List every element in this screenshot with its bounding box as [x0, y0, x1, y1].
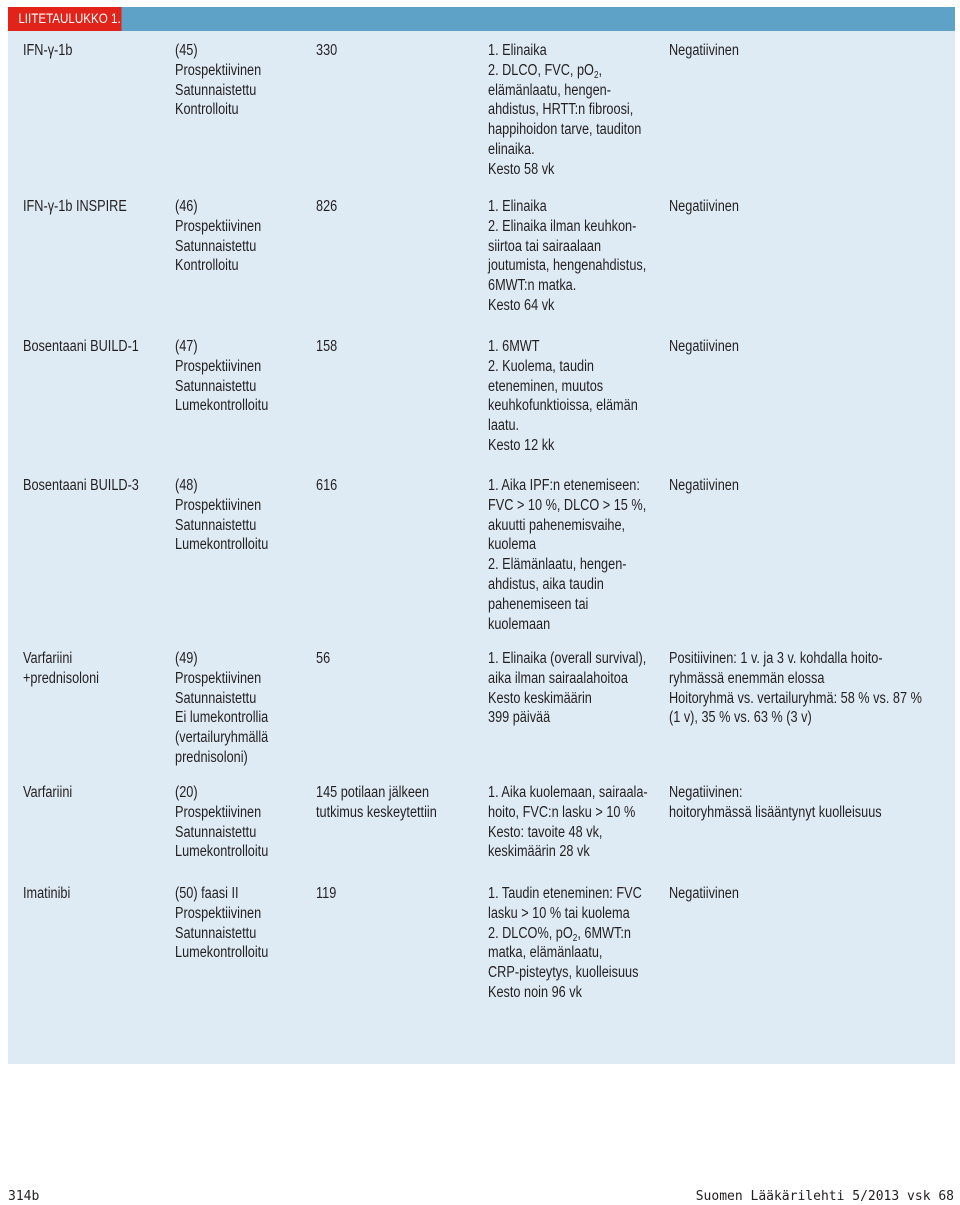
result-cell: Negatiivinen: [669, 42, 739, 59]
patient-count-cell: 56: [316, 650, 331, 667]
table-panel: [8, 31, 955, 1064]
endpoints-cell: 1. Aika kuolemaan, sairaala- hoito, FVC:n lasku > 10 % Kesto: tavoite 48 vk, keskimäärin 28 vk: [488, 784, 648, 861]
patient-count-cell: 616: [316, 477, 338, 494]
treatment-cell: Bosentaani BUILD-1: [23, 338, 139, 355]
patient-count-cell: 119: [316, 885, 337, 902]
endpoints-cell: 1. Elinaika 2. DLCO, FVC, $pO_2$, elämänlaatu, hengen- ahdistus, HRTT:n fibroosi, happihoidon tarve, tauditon elinaika. Kesto 58 vk: [488, 42, 642, 178]
study-design-cell: (46) Prospektiivinen Satunnaistettu Kontrolloitu: [175, 198, 262, 275]
treatment-cell: IFN-γ-1b: [23, 42, 73, 59]
result-cell: Positiivinen: 1 v. ja 3 v. kohdalla hoito- ryhmässä enemmän elossa Hoitoryhmä vs. vertailuryhmä: 58 % vs. 87 % (1 v), 35 % vs. 63 % (3 v): [669, 650, 922, 727]
table-title-tab: LIITETAULUKKO 1.: [8, 7, 122, 31]
treatment-cell: Varfariini: [23, 784, 73, 801]
patient-count-cell: 826: [316, 198, 338, 215]
patient-count-cell: 145 potilaan jälkeen tutkimus keskeytettiin: [316, 784, 437, 821]
endpoints-cell: 1. Elinaika (overall survival), aika ilman sairaalahoitoa Kesto keskimäärin 399 päivää: [488, 650, 647, 727]
endpoints-cell: 1. Elinaika 2. Elinaika ilman keuhkon- siirtoa tai sairaalaan joutumista, hengenahdistus, 6MWT:n matka. Kesto 64 vk: [488, 198, 647, 314]
header-rule: [8, 7, 955, 31]
patient-count-cell: 330: [316, 42, 338, 59]
study-design-cell: (48) Prospektiivinen Satunnaistettu Lumekontrolloitu: [175, 477, 269, 554]
study-design-cell: (47) Prospektiivinen Satunnaistettu Lumekontrolloitu: [175, 338, 269, 415]
treatment-cell: Imatinibi: [23, 885, 71, 902]
study-design-cell: (50) faasi II Prospektiivinen Satunnaistettu Lumekontrolloitu: [175, 885, 269, 962]
study-design-cell: (49) Prospektiivinen Satunnaistettu Ei lumekontrollia (vertailuryhmällä prednisoloni): [175, 650, 269, 766]
treatment-cell: Varfariini +prednisoloni: [23, 650, 99, 687]
page-number: 314b: [8, 1189, 40, 1204]
journal-reference: Suomen Lääkärilehti 5/2013 vsk 68: [695, 1189, 954, 1204]
result-cell: Negatiivinen: [669, 198, 739, 215]
endpoints-cell: 1. Aika IPF:n etenemiseen: FVC > 10 %, DLCO > 15 %, akuutti pahenemisvaihe, kuolema 2. Elämänlaatu, hengen- ahdistus, aika taudin pahenemiseen tai kuolemaan: [488, 477, 647, 633]
endpoints-cell: 1. 6MWT 2. Kuolema, taudin eteneminen, muutos keuhkofunktioissa, elämän laatu. Kesto 12 kk: [488, 338, 638, 454]
result-cell: Negatiivinen: [669, 477, 739, 494]
treatment-cell: Bosentaani BUILD-3: [23, 477, 139, 494]
endpoints-cell: 1. Taudin eteneminen: FVC lasku > 10 % tai kuolema 2. DLCO%, $pO_2$, 6MWT:n matka, elämänlaatu, CRP-pisteytys, kuolleisuus Kesto noin 96 vk: [488, 885, 642, 1001]
result-cell: Negatiivinen: [669, 338, 739, 355]
result-cell: Negatiivinen: hoitoryhmässä lisääntynyt kuolleisuus: [669, 784, 882, 821]
study-design-cell: (45) Prospektiivinen Satunnaistettu Kontrolloitu: [175, 42, 262, 119]
patient-count-cell: 158: [316, 338, 338, 355]
result-cell: Negatiivinen: [669, 885, 739, 902]
study-design-cell: (20) Prospektiivinen Satunnaistettu Lumekontrolloitu: [175, 784, 269, 861]
treatment-cell: IFN-γ-1b INSPIRE: [23, 198, 127, 215]
